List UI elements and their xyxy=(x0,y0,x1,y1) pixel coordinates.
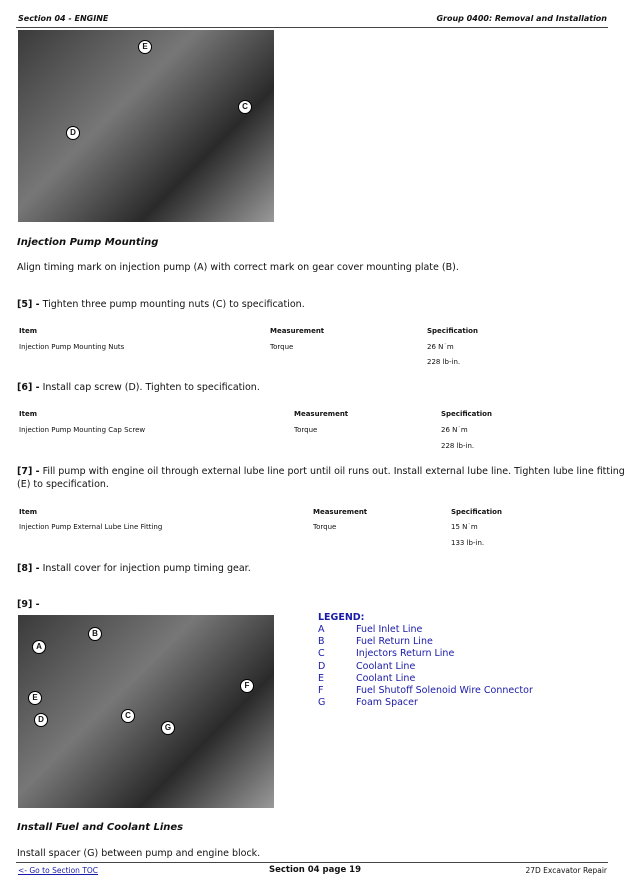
legend-label: Injectors Return Line xyxy=(356,648,455,660)
fuel-lines-photo xyxy=(18,615,274,808)
legend-label: Fuel Return Line xyxy=(356,636,433,648)
table-cell: Torque xyxy=(270,343,294,351)
group-header: Group 0400: Removal and Installation xyxy=(436,14,607,23)
callout-b: B xyxy=(88,627,102,641)
callout-g: G xyxy=(161,721,175,735)
table-cell: 133 lb-in. xyxy=(451,539,485,547)
step-text: Fill pump with engine oil through external lube line port until oil runs out. Install external lube line. Tighten lube line fitting xyxy=(39,466,625,477)
table-header: Specification xyxy=(441,410,492,418)
legend-label: Coolant Line xyxy=(356,672,416,684)
callout-f: F xyxy=(240,679,254,693)
step-number: [5] - xyxy=(17,299,40,310)
instruction-text: Align timing mark on injection pump (A) with correct mark on gear cover mounting plate (B). xyxy=(17,262,459,273)
injection-pump-photo xyxy=(18,30,274,222)
legend-key: C xyxy=(318,648,325,660)
step-text: Tighten three pump mounting nuts (C) to specification. xyxy=(39,299,305,310)
step-number: [7] - xyxy=(17,466,40,477)
table-cell: 26 N˙m xyxy=(441,426,468,434)
legend-label: Fuel Inlet Line xyxy=(356,624,423,635)
section-title: Install Fuel and Coolant Lines xyxy=(17,822,184,833)
table-cell: Torque xyxy=(313,523,337,531)
step-number: [9] - xyxy=(17,599,40,610)
step-number: [8] - xyxy=(17,563,40,574)
step-text: Install cap screw (D). Tighten to specification. xyxy=(39,382,260,393)
table-header: Measurement xyxy=(294,410,349,418)
callout-a: A xyxy=(32,640,46,654)
table-header: Specification xyxy=(451,508,502,516)
page-number: Section 04 page 19 xyxy=(269,865,361,875)
callout-c: C xyxy=(238,100,252,114)
table-header: Measurement xyxy=(270,327,325,335)
table-header: Measurement xyxy=(313,508,368,516)
step-text: Install cover for injection pump timing gear. xyxy=(39,563,251,574)
step-6 xyxy=(17,382,260,393)
step-7-cont: (E) to specification. xyxy=(17,479,109,490)
footer-divider xyxy=(16,862,608,863)
legend-label: Foam Spacer xyxy=(356,697,418,709)
callout-e: E xyxy=(28,691,42,705)
callout-e: E xyxy=(138,40,152,54)
step-9 xyxy=(17,599,40,610)
instruction-text: Install spacer (G) between pump and engine block. xyxy=(17,848,261,859)
table-cell: Torque xyxy=(294,426,318,434)
callout-c: C xyxy=(121,709,135,723)
table-cell: 228 lb-in. xyxy=(427,358,461,366)
callout-d: D xyxy=(66,126,80,140)
step-8 xyxy=(17,563,251,574)
table-cell: 26 N˙m xyxy=(427,343,454,351)
legend-label: Coolant Line xyxy=(356,660,416,672)
step-5 xyxy=(17,299,305,310)
section-title: Injection Pump Mounting xyxy=(17,237,159,248)
legend-key: G xyxy=(318,697,326,709)
legend-label: Fuel Shutoff Solenoid Wire Connector xyxy=(356,685,533,696)
table-header: Item xyxy=(19,508,37,516)
section-toc-link[interactable]: <- Go to Section TOC xyxy=(18,866,99,875)
header-divider xyxy=(16,27,608,28)
table-cell: Injection Pump Mounting Cap Screw xyxy=(19,426,146,434)
table-cell: 228 lb-in. xyxy=(441,442,475,450)
table-cell: Injection Pump External Lube Line Fitting xyxy=(19,523,163,531)
section-header: Section 04 - ENGINE xyxy=(18,14,109,23)
table-header: Item xyxy=(19,410,37,418)
table-header: Item xyxy=(19,327,37,335)
callout-d: D xyxy=(34,713,48,727)
legend-key: E xyxy=(318,672,325,684)
table-header: Specification xyxy=(427,327,478,335)
step-number: [6] - xyxy=(17,382,40,393)
step-7 xyxy=(17,466,625,477)
table-cell: 15 N˙m xyxy=(451,523,478,531)
document-title: 27D Excavator Repair xyxy=(525,866,607,875)
legend-key: A xyxy=(318,624,325,635)
legend-key: B xyxy=(318,636,325,648)
table-cell: Injection Pump Mounting Nuts xyxy=(19,343,125,351)
legend-title: LEGEND: xyxy=(318,612,365,623)
legend-key: D xyxy=(318,660,326,672)
legend-key: F xyxy=(318,685,324,696)
